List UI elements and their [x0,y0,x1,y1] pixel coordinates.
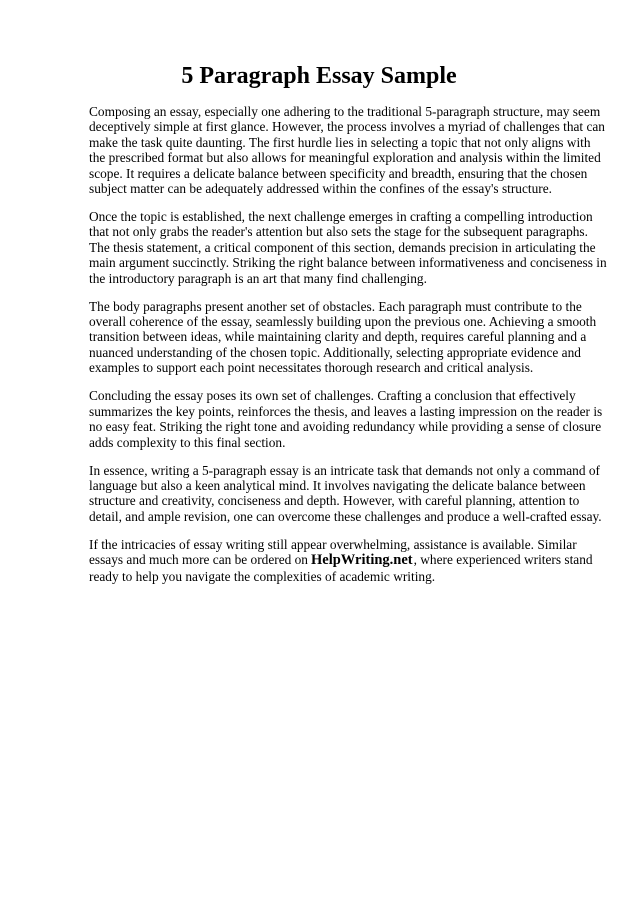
text-line: no easy feat. Striking the right tone and avoiding redundancy while providing a sense of closure [89,419,602,435]
paragraph-3 [89,299,595,376]
text-line: Composing an essay, especially one adhering to the traditional 5-paragraph structure, may seem [89,104,601,119]
text-line: In essence, writing a 5-paragraph essay is an intricate task that demands not only a command of [89,462,600,478]
text-segment: essays and much more can be ordered on [89,552,308,568]
document-body [89,104,607,597]
text-line: If the intricacies of essay writing still appear overwhelming, assistance is available. Similar [89,536,577,552]
helpwriting-link[interactable]: HelpWriting.net [310,552,413,569]
text-line: overall coherence of the essay, seamlessly building upon the previous one. Achieving a smooth [89,314,597,330]
text-line: transition between ideas, while maintaining clarity and depth, requires careful planning and a [89,329,587,345]
text-line: Once the topic is established, the next challenge emerges in crafting a compelling introduction [89,209,593,225]
paragraph-6 [89,537,595,584]
text-line: subject matter can be adequately addressed within the confines of the essay's structure. [89,181,552,197]
text-line: language but also a keen analytical mind. It involves navigating the delicate balance between [89,477,586,493]
text-line: main argument succinctly. Striking the right balance between informativeness and conciseness in [89,255,607,271]
text-line: examples to support each point necessitates thorough research and critical analysis. [89,360,534,376]
text-line: ready to help you navigate the complexities of academic writing. [89,568,436,584]
text-segment: , where experienced writers stand [413,552,593,568]
paragraph-1 [89,104,605,197]
text-line: the introductory paragraph is an art that many find challenging. [89,270,427,286]
paragraph-2 [89,209,607,286]
page-title: 5 Paragraph Essay Sample [181,63,457,89]
text-line: scope. It requires a delicate balance between specificity and breadth, ensuring that the chosen [89,165,588,181]
text-line: adds complexity to this final section. [89,434,286,450]
paragraph-5 [89,462,602,525]
text-line: that not only grabs the reader's attention but also sets the stage for the subsequent paragraphs. [89,224,588,240]
text-line: make the task quite daunting. The first hurdle lies in selecting a topic that not only aligns with [89,134,591,150]
text-line: Concluding the essay poses its own set of challenges. Crafting a conclusion that effectively [89,388,576,404]
text-line: The body paragraphs present another set of obstacles. Each paragraph must contribute to the [89,298,582,314]
text-line: deceptively simple at first glance. However, the process involves a myriad of challenges that can [89,119,605,135]
text-line: nuanced understanding of the chosen topic. Additionally, selecting appropriate evidence and [89,344,581,360]
text-line-with-link [89,552,595,568]
text-line: structure and creativity, conciseness and depth. However, with careful planning, attention to [89,493,580,509]
text-line: detail, and ample revision, one can overcome these challenges and produce a well-crafted essay. [89,508,602,524]
text-line: summarizes the key points, reinforces the thesis, and leaves a lasting impression on the reader is [89,403,603,419]
text-line: the prescribed format but also allows for meaningful exploration and analysis within the limited [89,150,601,166]
paragraph-4 [89,388,603,450]
text-line: The thesis statement, a critical component of this section, demands precision in articulating the [89,239,596,255]
